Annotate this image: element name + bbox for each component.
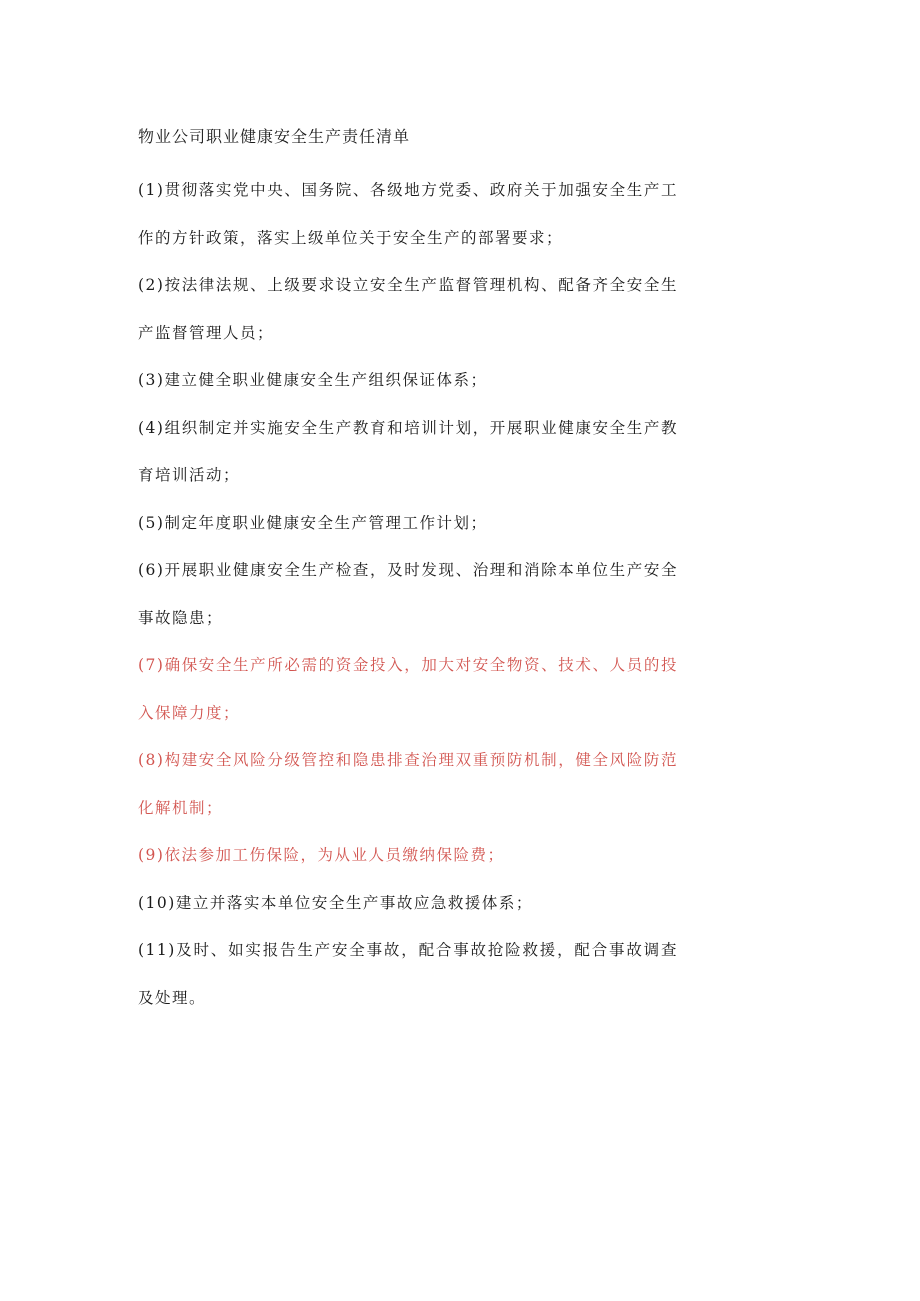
list-item: (8)构建安全风险分级管控和隐患排查治理双重预防机制，健全风险防范化解机制；	[138, 751, 678, 817]
list-item: (6)开展职业健康安全生产检查，及时发现、治理和消除本单位生产安全事故隐患；	[138, 561, 678, 627]
list-item: (9)依法参加工伤保险，为从业人员缴纳保险费；	[138, 846, 505, 864]
list-item: (2)按法律法规、上级要求设立安全生产监督管理机构、配备齐全安全生产监督管理人员；	[138, 276, 678, 342]
list-item: (1)贯彻落实党中央、国务院、各级地方党委、政府关于加强安全生产工作的方针政策，落实上级单位关于安全生产的部署要求；	[138, 181, 678, 247]
list-item: (10)建立并落实本单位安全生产事故应急救援体系；	[138, 893, 533, 912]
responsibility-list	[138, 167, 678, 1022]
list-item: (7)确保安全生产所必需的资金投入，加大对安全物资、技术、人员的投入保障力度；	[138, 656, 678, 722]
list-item: (3)建立健全职业健康安全生产组织保证体系；	[138, 371, 488, 389]
list-item: (4)组织制定并实施安全生产教育和培训计划，开展职业健康安全生产教育培训活动；	[138, 418, 678, 484]
document-title: 物业公司职业健康安全生产责任清单	[138, 127, 411, 146]
list-item: (5)制定年度职业健康安全生产管理工作计划；	[138, 513, 488, 532]
document-page	[138, 120, 678, 1022]
list-item: (11)及时、如实报告生产安全事故，配合事故抢险救援，配合事故调查及处理。	[138, 941, 678, 1007]
